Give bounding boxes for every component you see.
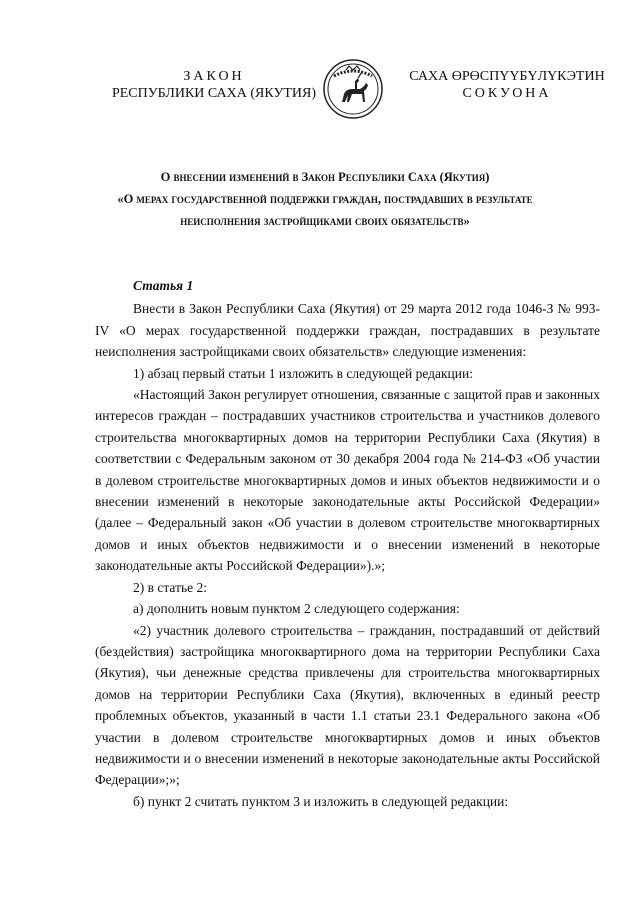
paragraph: Внести в Закон Республики Саха (Якутия) от 29 марта 2012 года 1046-З № 993-IV «О мерах государственной поддержки граждан, пострадавших в результате неисполнения застройщиками своих обязательств» следующие изменения: [95,301,600,360]
paragraph: 2) в статье 2: [133,579,207,595]
coat-of-arms-icon [322,58,384,120]
title-line2: «О мерах государственной поддержки граждан, пострадавших в результате [117,192,533,206]
header-left-line2: РЕСПУБЛИКИ САХА (ЯКУТИЯ) [111,86,317,101]
paragraph: 1) абзац первый статьи 1 изложить в следующей редакции: [133,365,473,381]
paragraph: б) пункт 2 считать пунктом 3 и изложить в следующей редакции: [133,793,509,809]
paragraph: «Настоящий Закон регулирует отношения, связанные с защитой прав и законных интересов граждан – пострадавших участников строительства и участников долевого строительства многоквартирных домов на территории Республики Саха (Якутия) в соответствии с Федеральным законом от 30 декабря 2004 года № 214-ФЗ «Об участии в долевом строительстве многоквартирных домов и иных объектов недвижимости и о внесении изменений в некоторые законодательные акты Российской Федерации» (далее – Федеральный закон «Об участии в долевом строительстве многоквартирных домов и иных объектов недвижимости и о внесении изменений в некоторые законодательные акты Российской Федерации»).»; [95,387,600,574]
document-body [95,275,600,812]
header-left [104,68,324,102]
header-left-line1: ЗАКОН [183,69,245,84]
title-line3: неисполнения застройщиками своих обязательств» [180,214,470,228]
document-title [80,166,570,232]
article-heading: Статья 1 [133,278,194,293]
title-line1: О внесении изменений в Закон Республики Саха (Якутия) [160,170,490,184]
header-right-line1: САХА ӨРӨСПҮҮБҮЛҮКЭТИН [409,69,605,84]
paragraph: а) дополнить новым пунктом 2 следующего содержания: [133,601,460,617]
paragraph: «2) участник долевого строительства – гражданин, пострадавший от действий (бездействия) застройщика многоквартирного дома на территории Республики Саха (Якутия), чьи денежные средства привлечены для строительства многоквартирных домов на территории Республики Саха (Якутия), включенных в единый реестр проблемных объектов, указанный в части 1.1 статьи 23.1 Федерального закона «Об участии в долевом строительстве многоквартирных домов и иных объектов недвижимости и о внесении изменений в некоторые законодательные акты Российской Федерации»;»; [95,622,600,788]
header-right-line2: СОКУОНА [462,86,552,101]
header-right [402,68,612,102]
